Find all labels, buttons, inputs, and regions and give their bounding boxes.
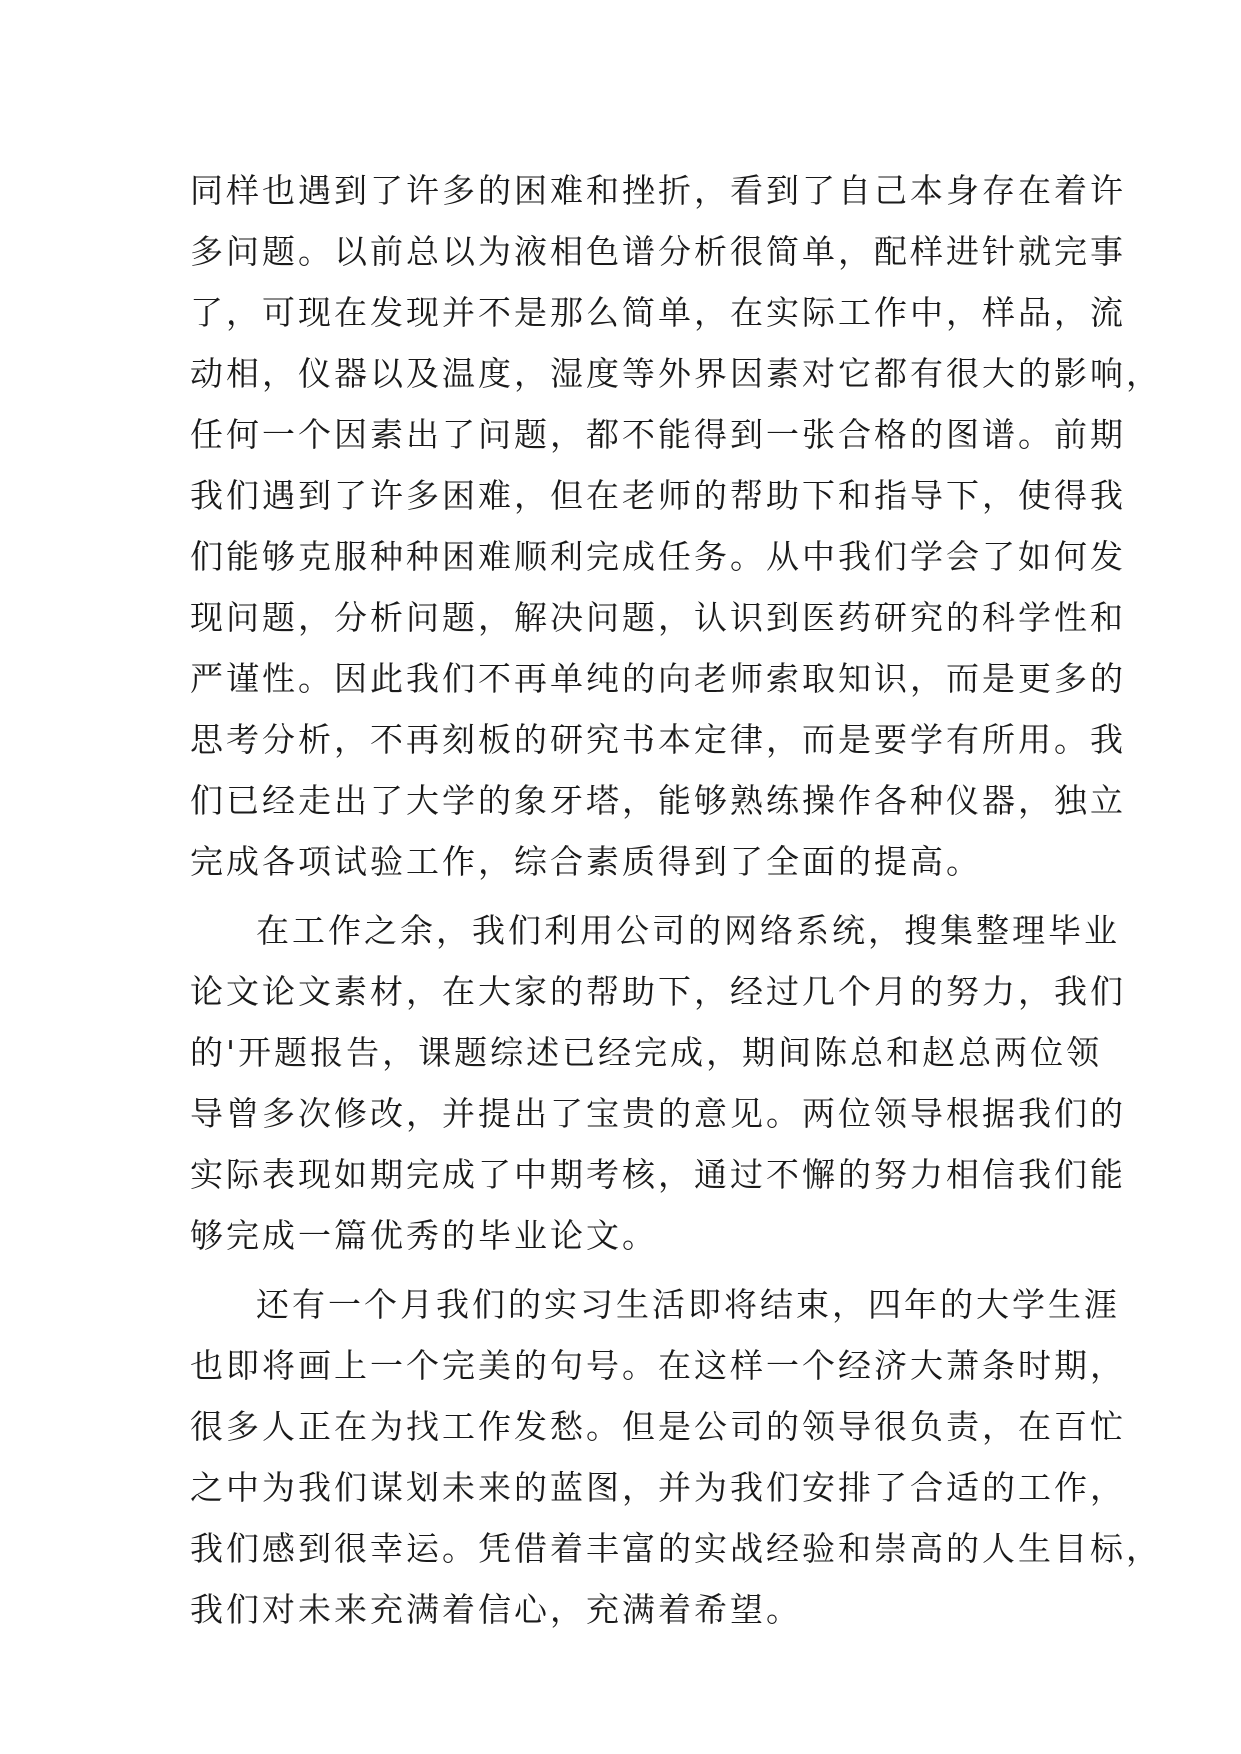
text-line: 多问题。以前总以为液相色谱分析很简单，配样进针就完事 bbox=[190, 232, 1126, 271]
text-line: 我们感到很幸运。凭借着丰富的实战经验和崇高的人生目标， bbox=[190, 1529, 1162, 1568]
text-line: 实际表现如期完成了中期考核，通过不懈的努力相信我们能 bbox=[190, 1155, 1126, 1194]
paragraph-1 bbox=[190, 160, 1162, 892]
text-line: 动相，仪器以及温度，湿度等外界因素对它都有很大的影响， bbox=[190, 354, 1162, 393]
paragraph-spacer bbox=[190, 892, 1050, 900]
text-line: 很多人正在为找工作发愁。但是公司的领导很负责，在百忙 bbox=[190, 1407, 1126, 1446]
text-line: 也即将画上一个完美的句号。在这样一个经济大萧条时期， bbox=[190, 1346, 1126, 1385]
text-line: 们能够克服种种困难顺利完成任务。从中我们学会了如何发 bbox=[190, 537, 1126, 576]
text-line: 导曾多次修改，并提出了宝贵的意见。两位领导根据我们的 bbox=[190, 1094, 1126, 1133]
paragraph-2 bbox=[190, 900, 1126, 1266]
text-line: 同样也遇到了许多的困难和挫折，看到了自己本身存在着许 bbox=[190, 171, 1126, 210]
text-line: 完成各项试验工作，综合素质得到了全面的提高。 bbox=[190, 842, 982, 881]
text-line: 之中为我们谋划未来的蓝图，并为我们安排了合适的工作， bbox=[190, 1468, 1126, 1507]
text-line: 我们遇到了许多困难，但在老师的帮助下和指导下，使得我 bbox=[190, 476, 1126, 515]
text-line: 论文论文素材，在大家的帮助下，经过几个月的努力，我们 bbox=[190, 972, 1126, 1011]
text-line: 我们对未来充满着信心，充满着希望。 bbox=[190, 1590, 802, 1629]
text-line-indented: 还有一个月我们的实习生活即将结束，四年的大学生涯 bbox=[256, 1285, 1120, 1324]
paragraph-spacer bbox=[190, 1266, 1050, 1274]
text-line: 们已经走出了大学的象牙塔，能够熟练操作各种仪器，独立 bbox=[190, 781, 1126, 820]
paragraph-3 bbox=[190, 1274, 1162, 1640]
body-text bbox=[190, 160, 1162, 1640]
text-line: 思考分析，不再刻板的研究书本定律，而是要学有所用。我 bbox=[190, 720, 1126, 759]
text-line: 够完成一篇优秀的毕业论文。 bbox=[190, 1216, 658, 1255]
text-line: 了，可现在发现并不是那么简单，在实际工作中，样品，流 bbox=[190, 293, 1126, 332]
text-line: 的'开题报告，课题综述已经完成，期间陈总和赵总两位领 bbox=[190, 1033, 1103, 1072]
text-line-indented: 在工作之余，我们利用公司的网络系统，搜集整理毕业 bbox=[256, 911, 1120, 950]
text-line: 严谨性。因此我们不再单纯的向老师索取知识，而是更多的 bbox=[190, 659, 1126, 698]
text-line: 任何一个因素出了问题，都不能得到一张合格的图谱。前期 bbox=[190, 415, 1126, 454]
text-line: 现问题，分析问题，解决问题，认识到医药研究的科学性和 bbox=[190, 598, 1126, 637]
